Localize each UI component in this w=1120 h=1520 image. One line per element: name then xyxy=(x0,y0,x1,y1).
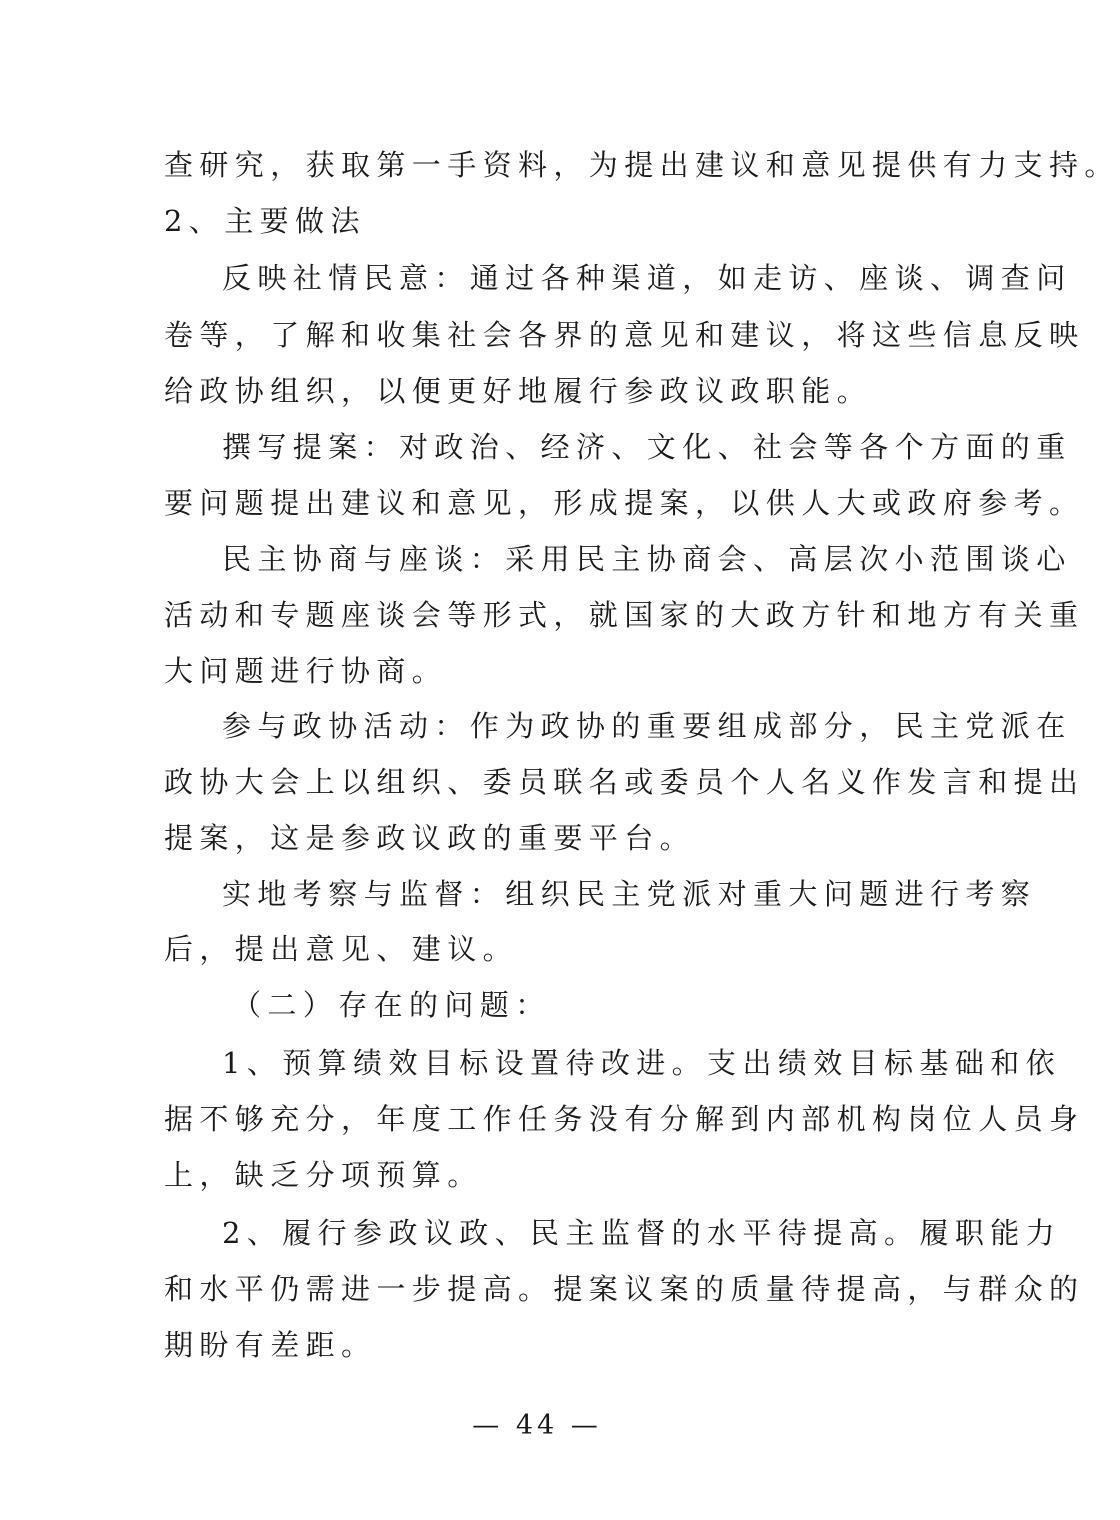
text-line: 政协大会上以组织、委员联名或委员个人名义作发言和提出 xyxy=(164,765,1085,799)
text-line: 活动和专题座谈会等形式，就国家的大政方针和地方有关重 xyxy=(164,598,1085,632)
text-line: 查研究，获取第一手资料，为提出建议和意见提供有力支持。 xyxy=(164,148,1120,182)
text-line: 提案，这是参政议政的重要平台。 xyxy=(164,821,696,855)
text-line: 要问题提出建议和意见，形成提案，以供人大或政府参考。 xyxy=(164,486,1085,520)
text-line: 大问题进行协商。 xyxy=(164,654,448,688)
text-line: 1、预算绩效目标设置待改进。支出绩效目标基础和依 xyxy=(222,1046,1062,1080)
text-line: 2、履行参政议政、民主监督的水平待提高。履职能力 xyxy=(222,1216,1062,1250)
text-line: 后，提出意见、建议。 xyxy=(164,932,519,966)
text-line: 参与政协活动：作为政协的重要组成部分，民主党派在 xyxy=(222,709,1072,743)
section-heading: （二）存在的问题： xyxy=(232,988,551,1022)
text-line: 卷等，了解和收集社会各界的意见和建议，将这些信息反映 xyxy=(164,318,1085,352)
text-line: 据不够充分，年度工作任务没有分解到内部机构岗位人员身 xyxy=(164,1102,1085,1136)
text-line: 期盼有差距。 xyxy=(164,1328,377,1362)
text-line: 和水平仍需进一步提高。提案议案的质量待提高，与群众的 xyxy=(164,1272,1085,1306)
text-line: 民主协商与座谈：采用民主协商会、高层次小范围谈心 xyxy=(222,542,1072,576)
section-heading: 2、主要做法 xyxy=(164,204,366,238)
text-line: 实地考察与监督：组织民主党派对重大问题进行考察 xyxy=(222,877,1037,911)
page-number: — 44 — xyxy=(472,1410,602,1441)
text-line: 反映社情民意：通过各种渠道，如走访、座谈、调查问 xyxy=(222,261,1072,295)
text-line: 上，缺乏分项预算。 xyxy=(164,1158,483,1192)
text-line: 给政协组织，以便更好地履行参政议政职能。 xyxy=(164,374,873,408)
text-line: 撰写提案：对政治、经济、文化、社会等各个方面的重 xyxy=(222,430,1072,464)
